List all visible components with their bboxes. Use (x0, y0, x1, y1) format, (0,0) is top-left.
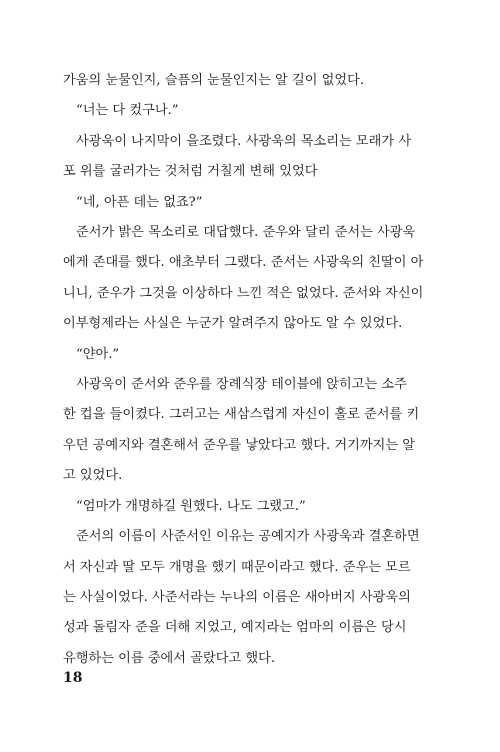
page-number: 18 (63, 670, 83, 686)
text-line: 에게 존대를 했다. 애초부터 그랬다. 준서는 사광욱의 친딸이 아 (63, 255, 424, 271)
paragraph (63, 340, 439, 370)
paragraph (63, 66, 439, 96)
paragraph (63, 492, 439, 522)
text-line: 니니, 준우가 그것을 이상하다 느낀 적은 없었다. 준서와 자신이 (63, 285, 424, 301)
text-line: 고 있었다. (63, 468, 123, 484)
text-line: 성과 돌림자 준을 더해 지었고, 예지라는 엄마의 이름은 당시 (63, 620, 407, 636)
text-line: 서 자신과 딸 모두 개명을 했기 때문이라고 했다. 준우는 모르 (63, 559, 411, 575)
text-line: “네, 아픈 데는 없죠?” (76, 194, 203, 210)
text-line: 이부형제라는 사실은 누군가 알려주지 않아도 알 수 있었다. (63, 316, 403, 332)
page-body (63, 66, 439, 674)
text-line: 우던 공예지와 결혼해서 준우를 낳았다고 했다. 거기까지는 알 (63, 437, 416, 453)
paragraph (63, 218, 439, 340)
text-line: “얀아.” (76, 346, 120, 362)
text-line: 는 사실이었다. 사준서라는 누나의 이름은 새아버지 사광욱의 (63, 589, 411, 605)
paragraph (63, 370, 439, 492)
text-line: 사광욱이 나지막이 을조렸다. 사광욱의 목소리는 모래가 사 (76, 133, 412, 149)
paragraph (63, 522, 439, 674)
text-line: 유행하는 이름 중에서 골랐다고 했다. (63, 650, 276, 666)
text-line: 사광욱이 준서와 준우를 장례식장 테이블에 앉히고는 소주 (76, 377, 407, 393)
text-line: 포 위를 굴러가는 것처럼 거칠게 변해 있었다 (63, 164, 318, 180)
text-line: 한 컵을 들이켰다. 그러고는 새삼스럽게 자신이 홀로 준서를 키 (63, 407, 420, 423)
paragraph (63, 188, 439, 218)
paragraph (63, 127, 439, 188)
text-line: 준서의 이름이 사준서인 이유는 공예지가 사광욱과 결혼하면 (76, 529, 420, 545)
text-line: 준서가 밝은 목소리로 대답했다. 준우와 달리 준서는 사광욱 (76, 225, 416, 241)
text-line: “엄마가 개명하길 원했다. 나도 그랬고.” (76, 498, 306, 514)
paragraph (63, 96, 439, 126)
text-line: “너는 다 컸구나.” (76, 103, 179, 119)
text-line: 가움의 눈물인지, 슬픔의 눈물인지는 알 길이 없었다. (63, 73, 365, 88)
